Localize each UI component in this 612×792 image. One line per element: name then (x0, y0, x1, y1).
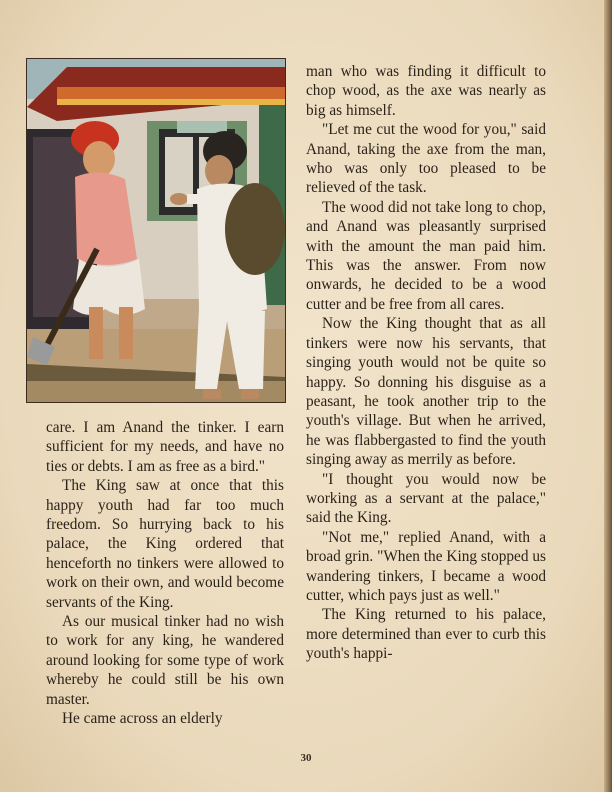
paragraph: The King returned to his palace, more determined than ever to curb this youth's happi- (306, 606, 546, 663)
story-illustration (26, 58, 286, 403)
paragraph: man who was finding it difficult to chop wood, as the axe was nearly as big as himself. (306, 63, 546, 119)
paragraph: "Let me cut the wood for you," said Anand, taking the axe from the man, who was only too pleased to be relieved of the task. (306, 121, 546, 197)
paragraph: "Not me," replied Anand, with a broad grin. "When the King stopped us wandering tinkers, I became a wood cutter, which pays just as well." (306, 528, 546, 604)
paragraph: The King saw at once that this happy youth had far too much freedom. So hurrying back to his palace, the King ordered that henceforth no tinkers were allowed to work on their own, and would become servants of the King. (46, 477, 284, 611)
left-column (46, 418, 284, 729)
illustration-drawing (27, 59, 285, 402)
paragraph: care. I am Anand the tinker. I earn sufficient for my needs, and have no ties or debts. I am as free as a bird." (46, 419, 284, 475)
paragraph: Now the King thought that as all tinkers were now his servants, that singing youth would not be quite so happy. So donning his disguise as a peasant, he took another trip to the youth's village. But when he arrived, he was flabbergasted to find the youth singing away as merrily as before. (306, 315, 546, 469)
paragraph: The wood did not take long to chop, and Anand was pleasantly surprised with the amount the man paid him. This was the answer. From now onwards, he decided to be a wood cutter and be free from all cares. (306, 198, 546, 313)
paragraph: "I thought you would now be working as a servant at the palace," said the King. (306, 470, 546, 527)
page-edge-shadow (604, 0, 612, 792)
paragraph: As our musical tinker had no wish to work for any king, he wandered around looking for some type of work whereby he could still be his own master. (46, 613, 284, 708)
page-number: 30 (300, 752, 312, 764)
paragraph: He came across an elderly (62, 710, 223, 728)
right-column (306, 62, 546, 664)
